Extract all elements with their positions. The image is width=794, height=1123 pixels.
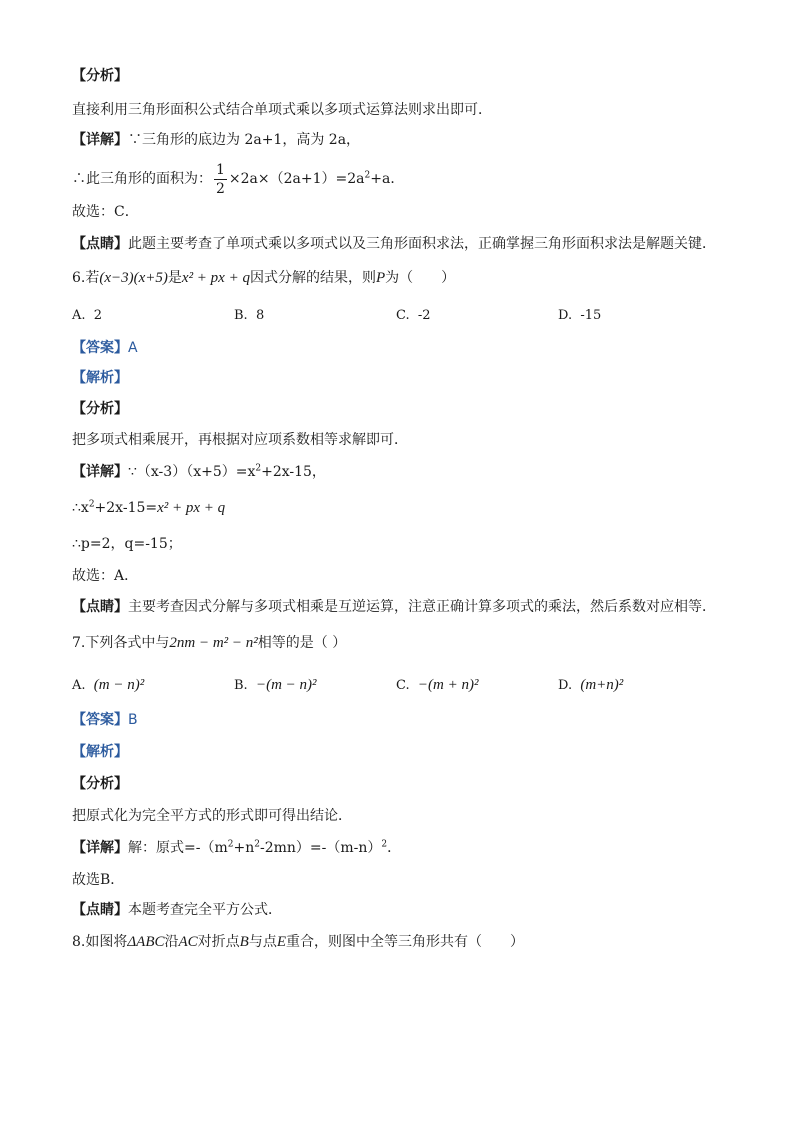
q7-option-d[interactable]: D. (m+n)² xyxy=(558,677,624,693)
q5-detail-text-1: ∵三角形的底边为 2a+1，高为 2a， xyxy=(128,132,361,148)
q6-analysis-text: 把多项式相乘展开，再根据对应项系数相等求解即可． xyxy=(72,432,408,448)
q5-analysis-text: 直接利用三角形面积公式结合单项式乘以多项式运算法则求出即可． xyxy=(72,102,492,118)
q6-choice: 故选：A． xyxy=(72,568,139,584)
q5-detail-tag: 【详解】 xyxy=(72,132,128,148)
q7-note: 【点睛】本题考查完全平方公式． xyxy=(72,902,282,918)
q7-stem: 7.下列各式中与2nm − m² − n²相等的是（ ） xyxy=(72,635,347,651)
q7-analysis-heading: 【分析】 xyxy=(72,776,128,792)
q6-option-d[interactable]: D. -15 xyxy=(558,308,602,323)
q5-analysis-heading: 【分析】 xyxy=(72,68,128,84)
q7-option-c[interactable]: C. −(m + n)² xyxy=(396,677,479,693)
q6-option-c[interactable]: C. -2 xyxy=(396,308,431,323)
q5-detail-line-2: ∴此三角形的面积为： $\frac{1}{2}$ $\times 2a\times(2a+1)=2a^2+a$． xyxy=(72,161,405,197)
fraction-one-half: $\frac{1}{2}$ xyxy=(216,161,225,197)
q7-analysis-text: 把原式化为完全平方式的形式即可得出结论． xyxy=(72,808,352,824)
q5-choice: 故选：C． xyxy=(72,204,139,220)
q6-answer: 【答案】A xyxy=(72,340,138,356)
q6-option-b[interactable]: B. 8 xyxy=(234,308,265,323)
q7-choice: 故选B． xyxy=(72,872,125,888)
q6-detail-line-1: 【详解】$\because(x-3)(x+5)=x^2+2x-15$， xyxy=(72,463,326,480)
q6-note: 【点睛】主要考查因式分解与多项式相乘是互逆运算，注意正确计算多项式的乘法，然后系数对应相等． xyxy=(72,599,716,615)
q6-analysis-heading: 【分析】 xyxy=(72,401,128,417)
q7-option-a[interactable]: A. (m − n)² xyxy=(72,677,145,693)
q7-option-b[interactable]: B. −(m − n)² xyxy=(234,677,317,693)
q7-answer: 【答案】B xyxy=(72,712,138,728)
q6-option-a[interactable]: A. 2 xyxy=(72,308,103,323)
q6-stem: 6.若(x−3)(x+5)是x² + px + q因式分解的结果，则P为（ ） xyxy=(72,270,456,286)
q6-detail-line-2: $\therefore x^2+2x-15=x^2$ + px + q xyxy=(72,499,226,516)
q7-detail: 【详解】解：原式$=-(m^2+n^2-2mn)=-(m-n)^2$． xyxy=(72,839,402,856)
q6-explain-heading: 【解析】 xyxy=(72,370,128,386)
q5-note: 【点睛】此题主要考查了单项式乘以多项式以及三角形面积求法，正确掌握三角形面积求法是解题关键． xyxy=(72,236,716,252)
q7-explain-heading: 【解析】 xyxy=(72,744,128,760)
q8-stem: 8.如图将ΔABC沿AC对折点B与点E重合，则图中全等三角形共有（ ） xyxy=(72,934,525,950)
q5-detail-line-1 xyxy=(72,130,360,150)
q6-detail-line-3: ∴p=2，q=-15； xyxy=(72,536,182,552)
